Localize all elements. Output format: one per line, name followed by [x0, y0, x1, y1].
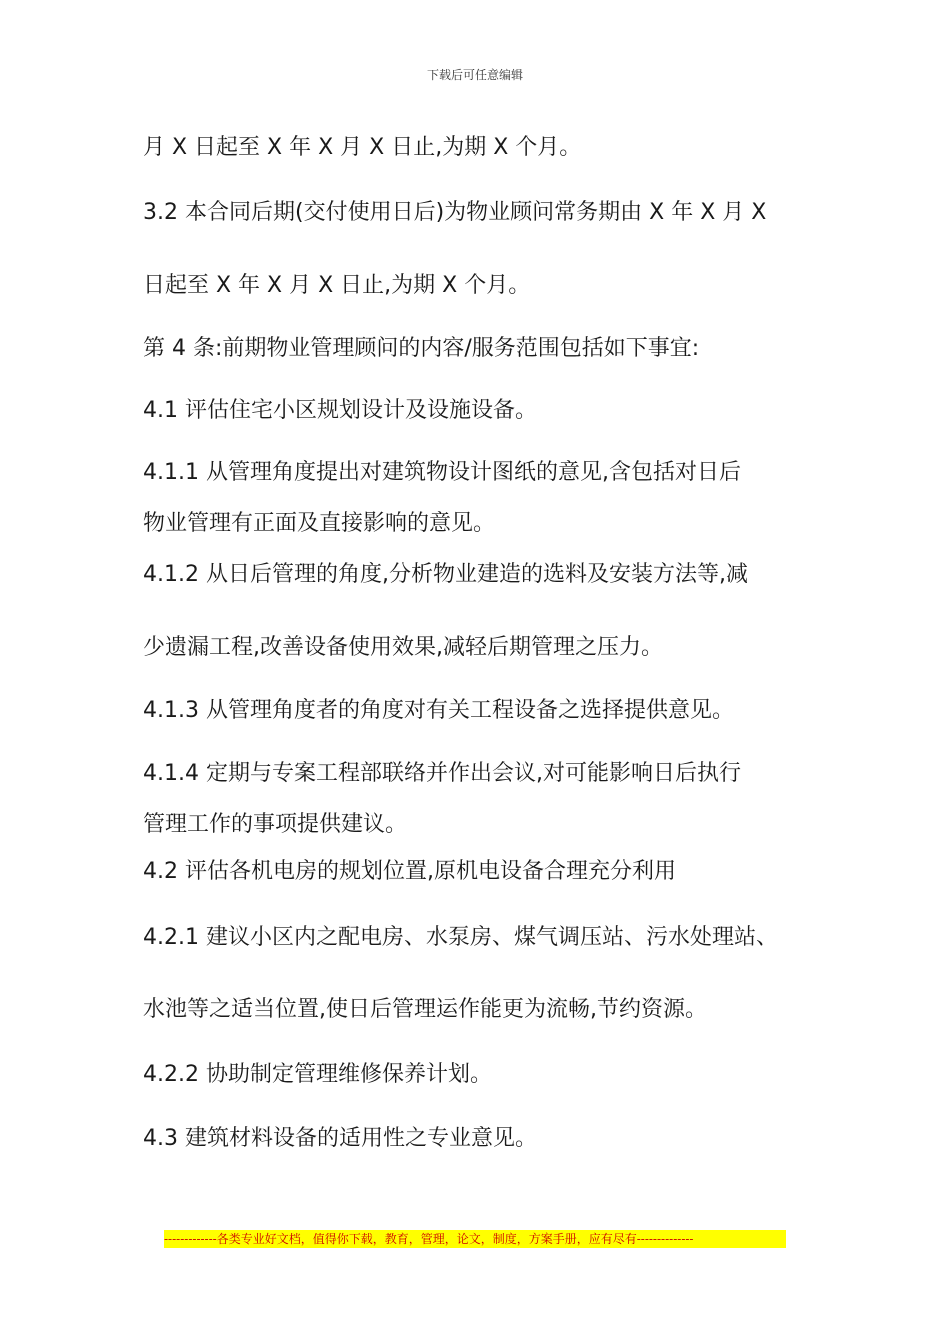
paragraph-line: 4.1.3 从管理角度者的角度对有关工程设备之选择提供意见。: [143, 698, 734, 723]
promo-footer-banner: -------------各类专业好文档，值得你下载，教育，管理，论文，制度，方案手册，应有尽有--------------: [164, 1230, 786, 1248]
paragraph-line: 4.3 建筑材料设备的适用性之专业意见。: [143, 1126, 537, 1151]
paragraph-line: 4.1 评估住宅小区规划设计及设施设备。: [143, 398, 537, 423]
paragraph-line: 4.1.4 定期与专案工程部联络并作出会议,对可能影响日后执行: [143, 761, 741, 786]
paragraph-line: 4.1.1 从管理角度提出对建筑物设计图纸的意见,含包括对日后: [143, 460, 741, 485]
paragraph-line: 水池等之适当位置,使日后管理运作能更为流畅,节约资源。: [143, 997, 707, 1022]
paragraph-line: 4.2.2 协助制定管理维修保养计划。: [143, 1062, 492, 1087]
paragraph-line: 管理工作的事项提供建议。: [143, 812, 408, 837]
paragraph-line: 月 X 日起至 X 年 X 月 X 日止,为期 X 个月。: [143, 135, 582, 160]
section-heading: 第 4 条:前期物业管理顾问的内容/服务范围包括如下事宜:: [143, 336, 700, 361]
page-header: 下载后可任意编辑: [426, 68, 523, 82]
paragraph-line: 4.2 评估各机电房的规划位置,原机电设备合理充分利用: [143, 859, 676, 884]
paragraph-line: 少遗漏工程,改善设备使用效果,减轻后期管理之压力。: [143, 635, 663, 660]
paragraph-line: 日起至 X 年 X 月 X 日止,为期 X 个月。: [143, 273, 531, 298]
paragraph-line: 4.2.1 建议小区内之配电房、水泵房、煤气调压站、污水处理站、: [143, 925, 778, 950]
paragraph-line: 3.2 本合同后期(交付使用日后)为物业顾问常务期由 X 年 X 月 X: [143, 200, 767, 225]
paragraph-line: 4.1.2 从日后管理的角度,分析物业建造的选料及安装方法等,减: [143, 562, 748, 587]
paragraph-line: 物业管理有正面及直接影响的意见。: [143, 511, 496, 536]
